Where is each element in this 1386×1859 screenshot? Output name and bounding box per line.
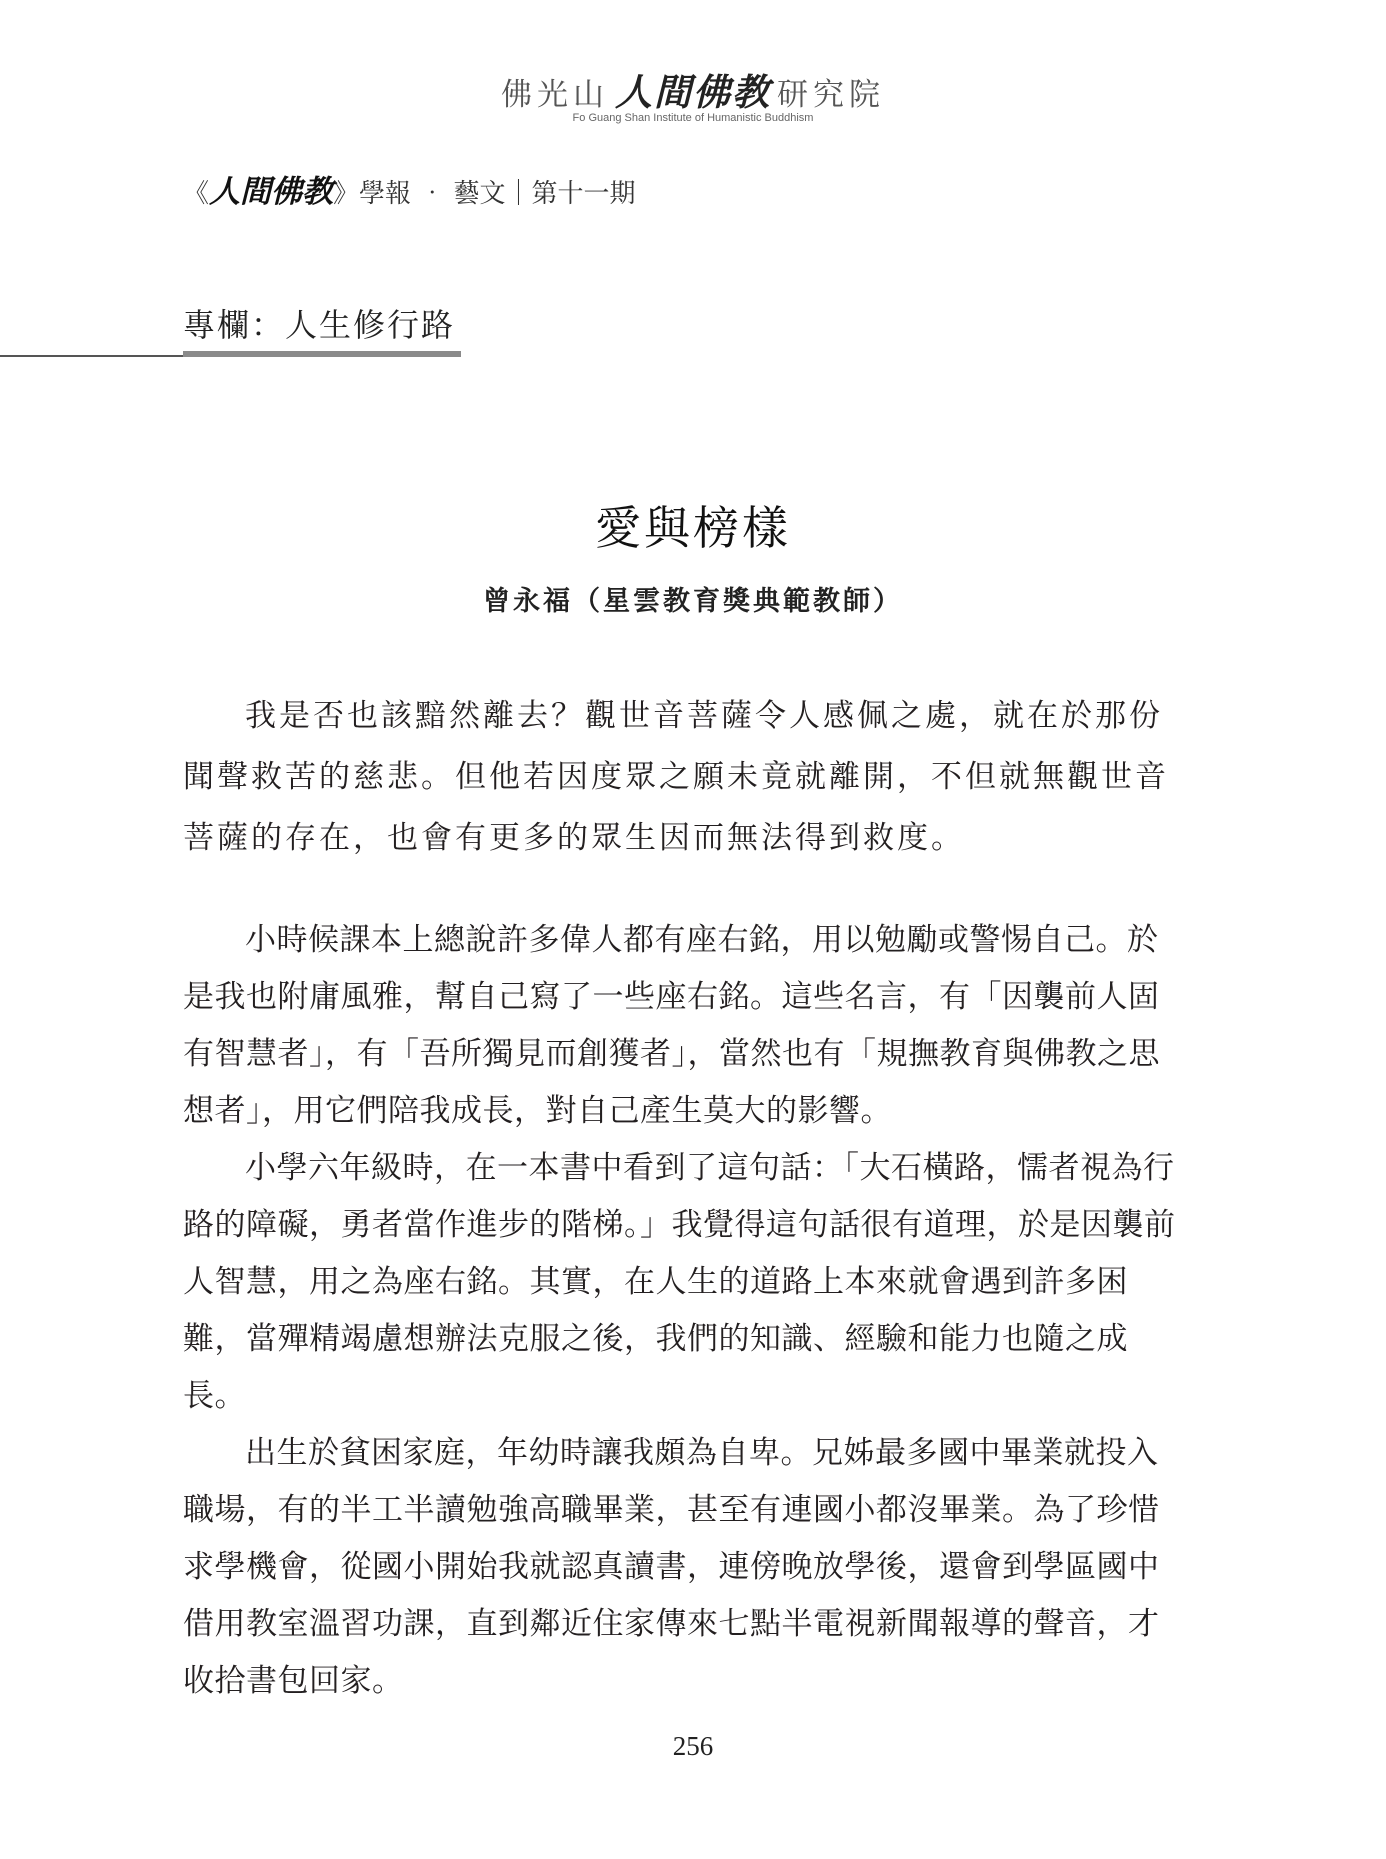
article-author: 曾永福（星雲教育獎典範教師） [483, 586, 903, 617]
journal-open: 《 [183, 179, 210, 209]
paragraph-4: 出生於貧困家庭，年幼時讓我頗為自卑。兄姊最多國中畢業就投入職場，有的半工半讀勉強高職畢業，甚至有連國小都沒畢業。為了珍惜求學機會，從國小開始我就認真讀書，連傍晚放學後，還會到學區國中借用教室溫習功課，直到鄰近住家傳來七點半電視新聞報導的聲音，才收拾書包回家。 [183, 1435, 1160, 1699]
institute-brand: 人間佛教 [615, 70, 771, 114]
journal-brand: 人間佛教 [209, 174, 334, 210]
column-label: 專欄：人生修行路 [183, 306, 456, 344]
column-rule-left [0, 355, 183, 357]
institute-english-name: Fo Guang Shan Institute of Humanistic Buddhism [572, 112, 814, 124]
institute-prefix: 佛光山 [501, 77, 609, 113]
paragraph-2: 小時候課本上總說許多偉人都有座右銘，用以勉勵或警惕自己。於是我也附庸風雅，幫自己寫了一些座右銘。這些名言，有「因襲前人固有智慧者」，有「吾所獨見而創獲者」，當然也有「規撫教育與佛教之思想者」，用它們陪我成長，對自己產生莫大的影響。 [183, 922, 1160, 1129]
article-title: 愛與榜樣 [595, 501, 791, 555]
column-rule-underline [183, 351, 461, 357]
paragraph-3: 小學六年級時，在一本書中看到了這句話：「大石橫路，懦者視為行路的障礙，勇者當作進步的階梯。」我覺得這句話很有道理，於是因襲前人智慧，用之為座右銘。其實，在人生的道路上本來就會遇到許多困難，當殫精竭慮想辦法克服之後，我們的知識、經驗和能力也隨之成長。 [183, 1150, 1176, 1414]
institute-header [0, 62, 1386, 116]
page-number: 256 [672, 1731, 714, 1761]
journal-line [183, 166, 636, 211]
paragraph-1: 我是否也該黯然離去？觀世音菩薩令人感佩之處，就在於那份聞聲救苦的慈悲。但他若因度眾之願未竟就離開，不但就無觀世音菩薩的存在，也會有更多的眾生因而無法得到救度。 [183, 698, 1169, 856]
institute-suffix: 研究院 [777, 77, 885, 113]
journal-rest: 》學報 ‧ 藝文｜第十一期 [333, 179, 636, 209]
